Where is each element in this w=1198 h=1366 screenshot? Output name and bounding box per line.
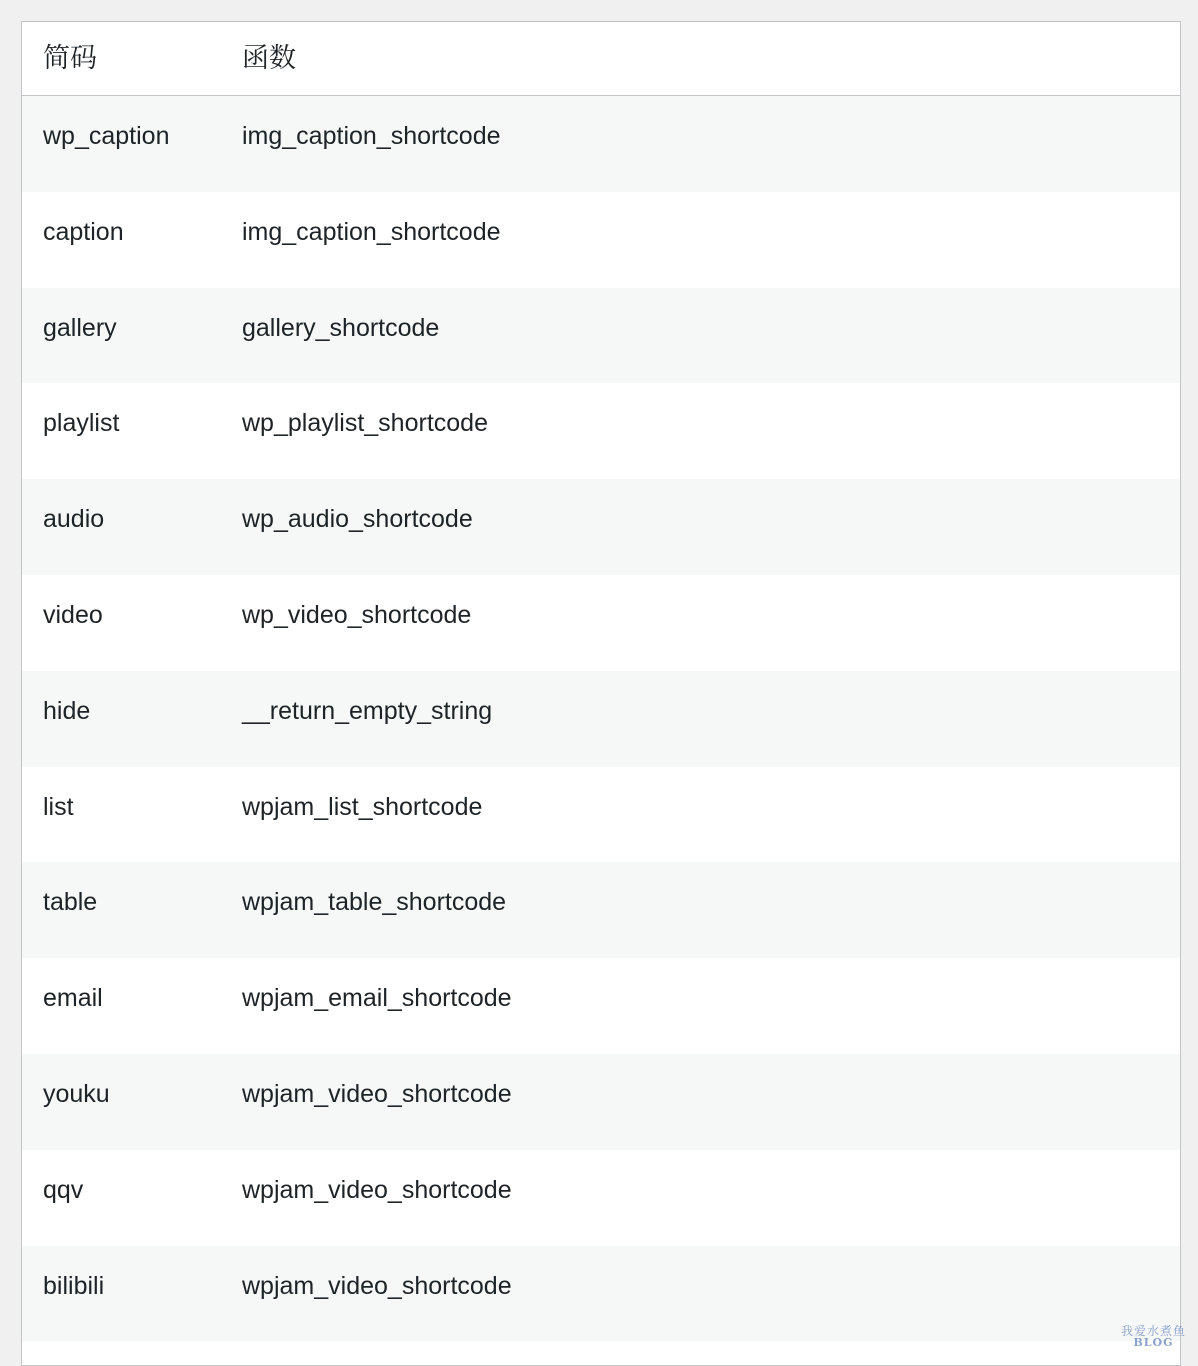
shortcode-cell: qqv [43, 1175, 84, 1204]
table-body [22, 96, 1180, 1341]
column-header-code: 简码 [43, 43, 97, 73]
table-row [22, 1150, 1180, 1246]
function-cell: wpjam_video_shortcode [242, 1271, 512, 1300]
table-row [22, 1246, 1180, 1342]
shortcodes-table [21, 21, 1181, 1366]
column-header-function: 函数 [242, 43, 296, 73]
table-row [22, 1054, 1180, 1150]
shortcode-cell: hide [43, 696, 91, 725]
function-cell: wp_playlist_shortcode [242, 409, 488, 438]
table-header [22, 22, 1180, 96]
function-cell: wp_video_shortcode [242, 600, 472, 629]
shortcode-cell: email [43, 984, 103, 1013]
table-row [22, 575, 1180, 671]
shortcode-cell: gallery [43, 313, 117, 342]
function-cell: wpjam_video_shortcode [242, 1079, 512, 1108]
shortcode-cell: bilibili [43, 1271, 105, 1300]
table-row [22, 96, 1180, 192]
shortcode-cell: caption [43, 217, 124, 246]
watermark-title: 我爱水煮鱼 [1120, 1324, 1186, 1338]
table-row [22, 383, 1180, 479]
table-row [22, 479, 1180, 575]
function-cell: wpjam_list_shortcode [242, 792, 483, 821]
shortcode-cell: youku [43, 1079, 110, 1108]
function-cell: __return_empty_string [242, 696, 493, 725]
function-cell: wpjam_email_shortcode [242, 984, 512, 1013]
table-row [22, 862, 1180, 958]
function-cell: wp_audio_shortcode [242, 505, 473, 534]
shortcode-cell: video [43, 600, 103, 629]
function-cell: gallery_shortcode [242, 313, 440, 342]
shortcode-cell: table [43, 888, 98, 917]
shortcode-cell: audio [43, 505, 105, 534]
function-cell: wpjam_video_shortcode [242, 1175, 512, 1204]
table-row [22, 671, 1180, 767]
site-watermark [1121, 1325, 1186, 1348]
function-cell: wpjam_table_shortcode [242, 888, 507, 917]
table-row [22, 958, 1180, 1054]
table-row [22, 192, 1180, 288]
shortcode-cell: list [43, 792, 74, 821]
function-cell: img_caption_shortcode [242, 122, 501, 150]
shortcode-cell: wp_caption [43, 122, 170, 150]
table-row [22, 767, 1180, 863]
shortcode-cell: playlist [43, 409, 120, 438]
function-cell: img_caption_shortcode [242, 217, 501, 246]
watermark-subtitle: BLOG [1133, 1336, 1174, 1349]
table-row [22, 288, 1180, 384]
